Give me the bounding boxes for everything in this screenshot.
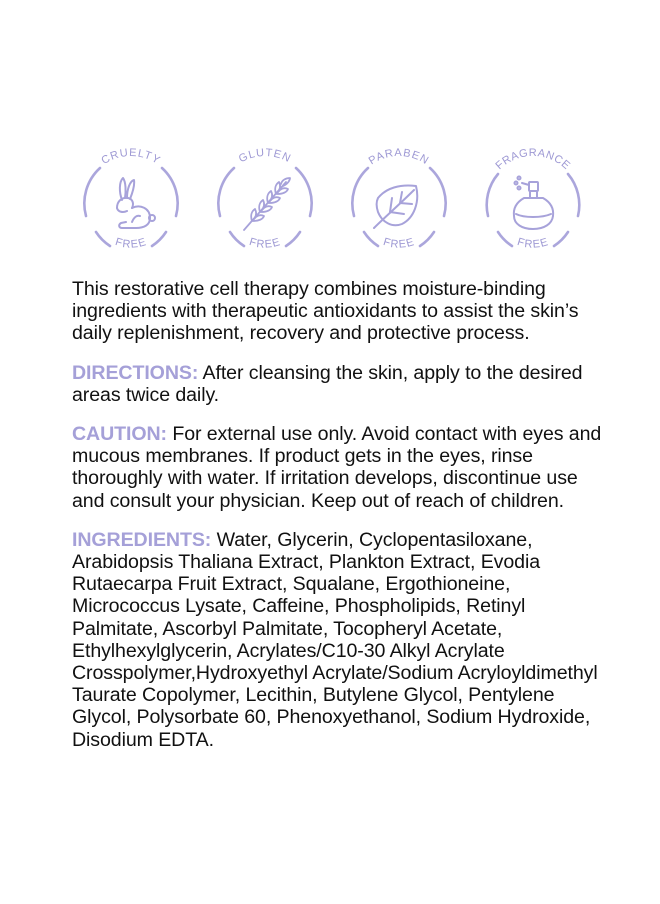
ring-arc (352, 168, 368, 216)
directions-label: DIRECTIONS: (72, 361, 199, 384)
badge-top-label: FRAGRANCE (493, 147, 573, 173)
paraben-free-seal (338, 142, 460, 264)
badge-bottom-label: FREE (515, 236, 551, 251)
cruelty-free-badge (70, 142, 192, 264)
ring-arc (364, 232, 378, 246)
ring-arc (230, 232, 244, 246)
ring-arc (296, 168, 312, 216)
badge-top-label: CRUELTY (99, 146, 163, 167)
cruelty-free-seal (70, 142, 192, 264)
badge-top-label: PARABEN (366, 146, 432, 168)
rabbit-icon (117, 178, 155, 228)
badge-top-label: GLUTEN (236, 146, 294, 166)
ring-arc (286, 232, 300, 246)
paraben-free-badge (338, 142, 460, 264)
ingredients-text: Water, Glycerin, Cyclopentasiloxane, Arabidopsis Thaliana Extract, Plankton Extract, Evodia Rutaecarpa Fruit Extract, Squalane, Ergothioneine, Micrococcus Lysate, Caffeine, Phospholipids, Retinyl Palmitate, Ascorbyl Palmitate, Tocopheryl Acetate, Ethylhexylglycerin, Acrylates/C10-30 Alkyl Acrylate Crosspolymer,Hydroxyethyl Acrylate/Sodium Acryloyldimethyl Taurate Copolymer, Lecithin, Butylene Glycol, Pentylene Glycol, Polysorbate 60, Phenoxyethanol, Sodium Hydroxide, Disodium EDTA. (72, 528, 598, 751)
fragrance-free-badge (472, 142, 594, 264)
caution-label: CAUTION: (72, 423, 167, 446)
ingredients-section (72, 529, 602, 751)
directions-text: After cleansing the skin, apply to the desired areas twice daily. (72, 361, 583, 406)
badge-bottom-label: FREE (247, 236, 283, 251)
perfume-bottle-icon (514, 177, 553, 230)
gluten-free-badge (204, 142, 326, 264)
ring-arc (554, 232, 568, 246)
ring-arc (487, 174, 498, 216)
gluten-free-seal (204, 142, 326, 264)
caution-text: For external use only. Avoid contact with eyes and mucous membranes. If product gets in the eyes, rinse thoroughly with water. If irritation develops, discontinue use and consult your physician. Keep out of reach of children. (72, 423, 602, 512)
ring-arc (420, 232, 434, 246)
product-information (72, 278, 602, 768)
ring-arc (430, 168, 446, 216)
ring-arc (498, 232, 512, 246)
ring-arc (152, 232, 166, 246)
ring-arc (84, 168, 100, 216)
ring-arc (568, 174, 579, 216)
fragrance-free-seal (472, 142, 594, 264)
badge-bottom-label: FREE (113, 236, 149, 251)
caution-section (72, 423, 602, 512)
directions-section (72, 362, 602, 406)
badge-bottom-label: FREE (381, 236, 417, 251)
ring-arc (162, 168, 178, 216)
free-from-badges (70, 142, 590, 264)
ring-arc (96, 232, 110, 246)
ingredients-label: INGREDIENTS: (72, 528, 212, 551)
wheat-icon (244, 178, 290, 230)
ring-arc (218, 168, 234, 216)
leaf-icon (374, 186, 417, 229)
product-description: This restorative cell therapy combines moisture-binding ingredients with therapeutic antioxidants to assist the skin’s daily replenishment, recovery and protective process. (72, 278, 579, 345)
